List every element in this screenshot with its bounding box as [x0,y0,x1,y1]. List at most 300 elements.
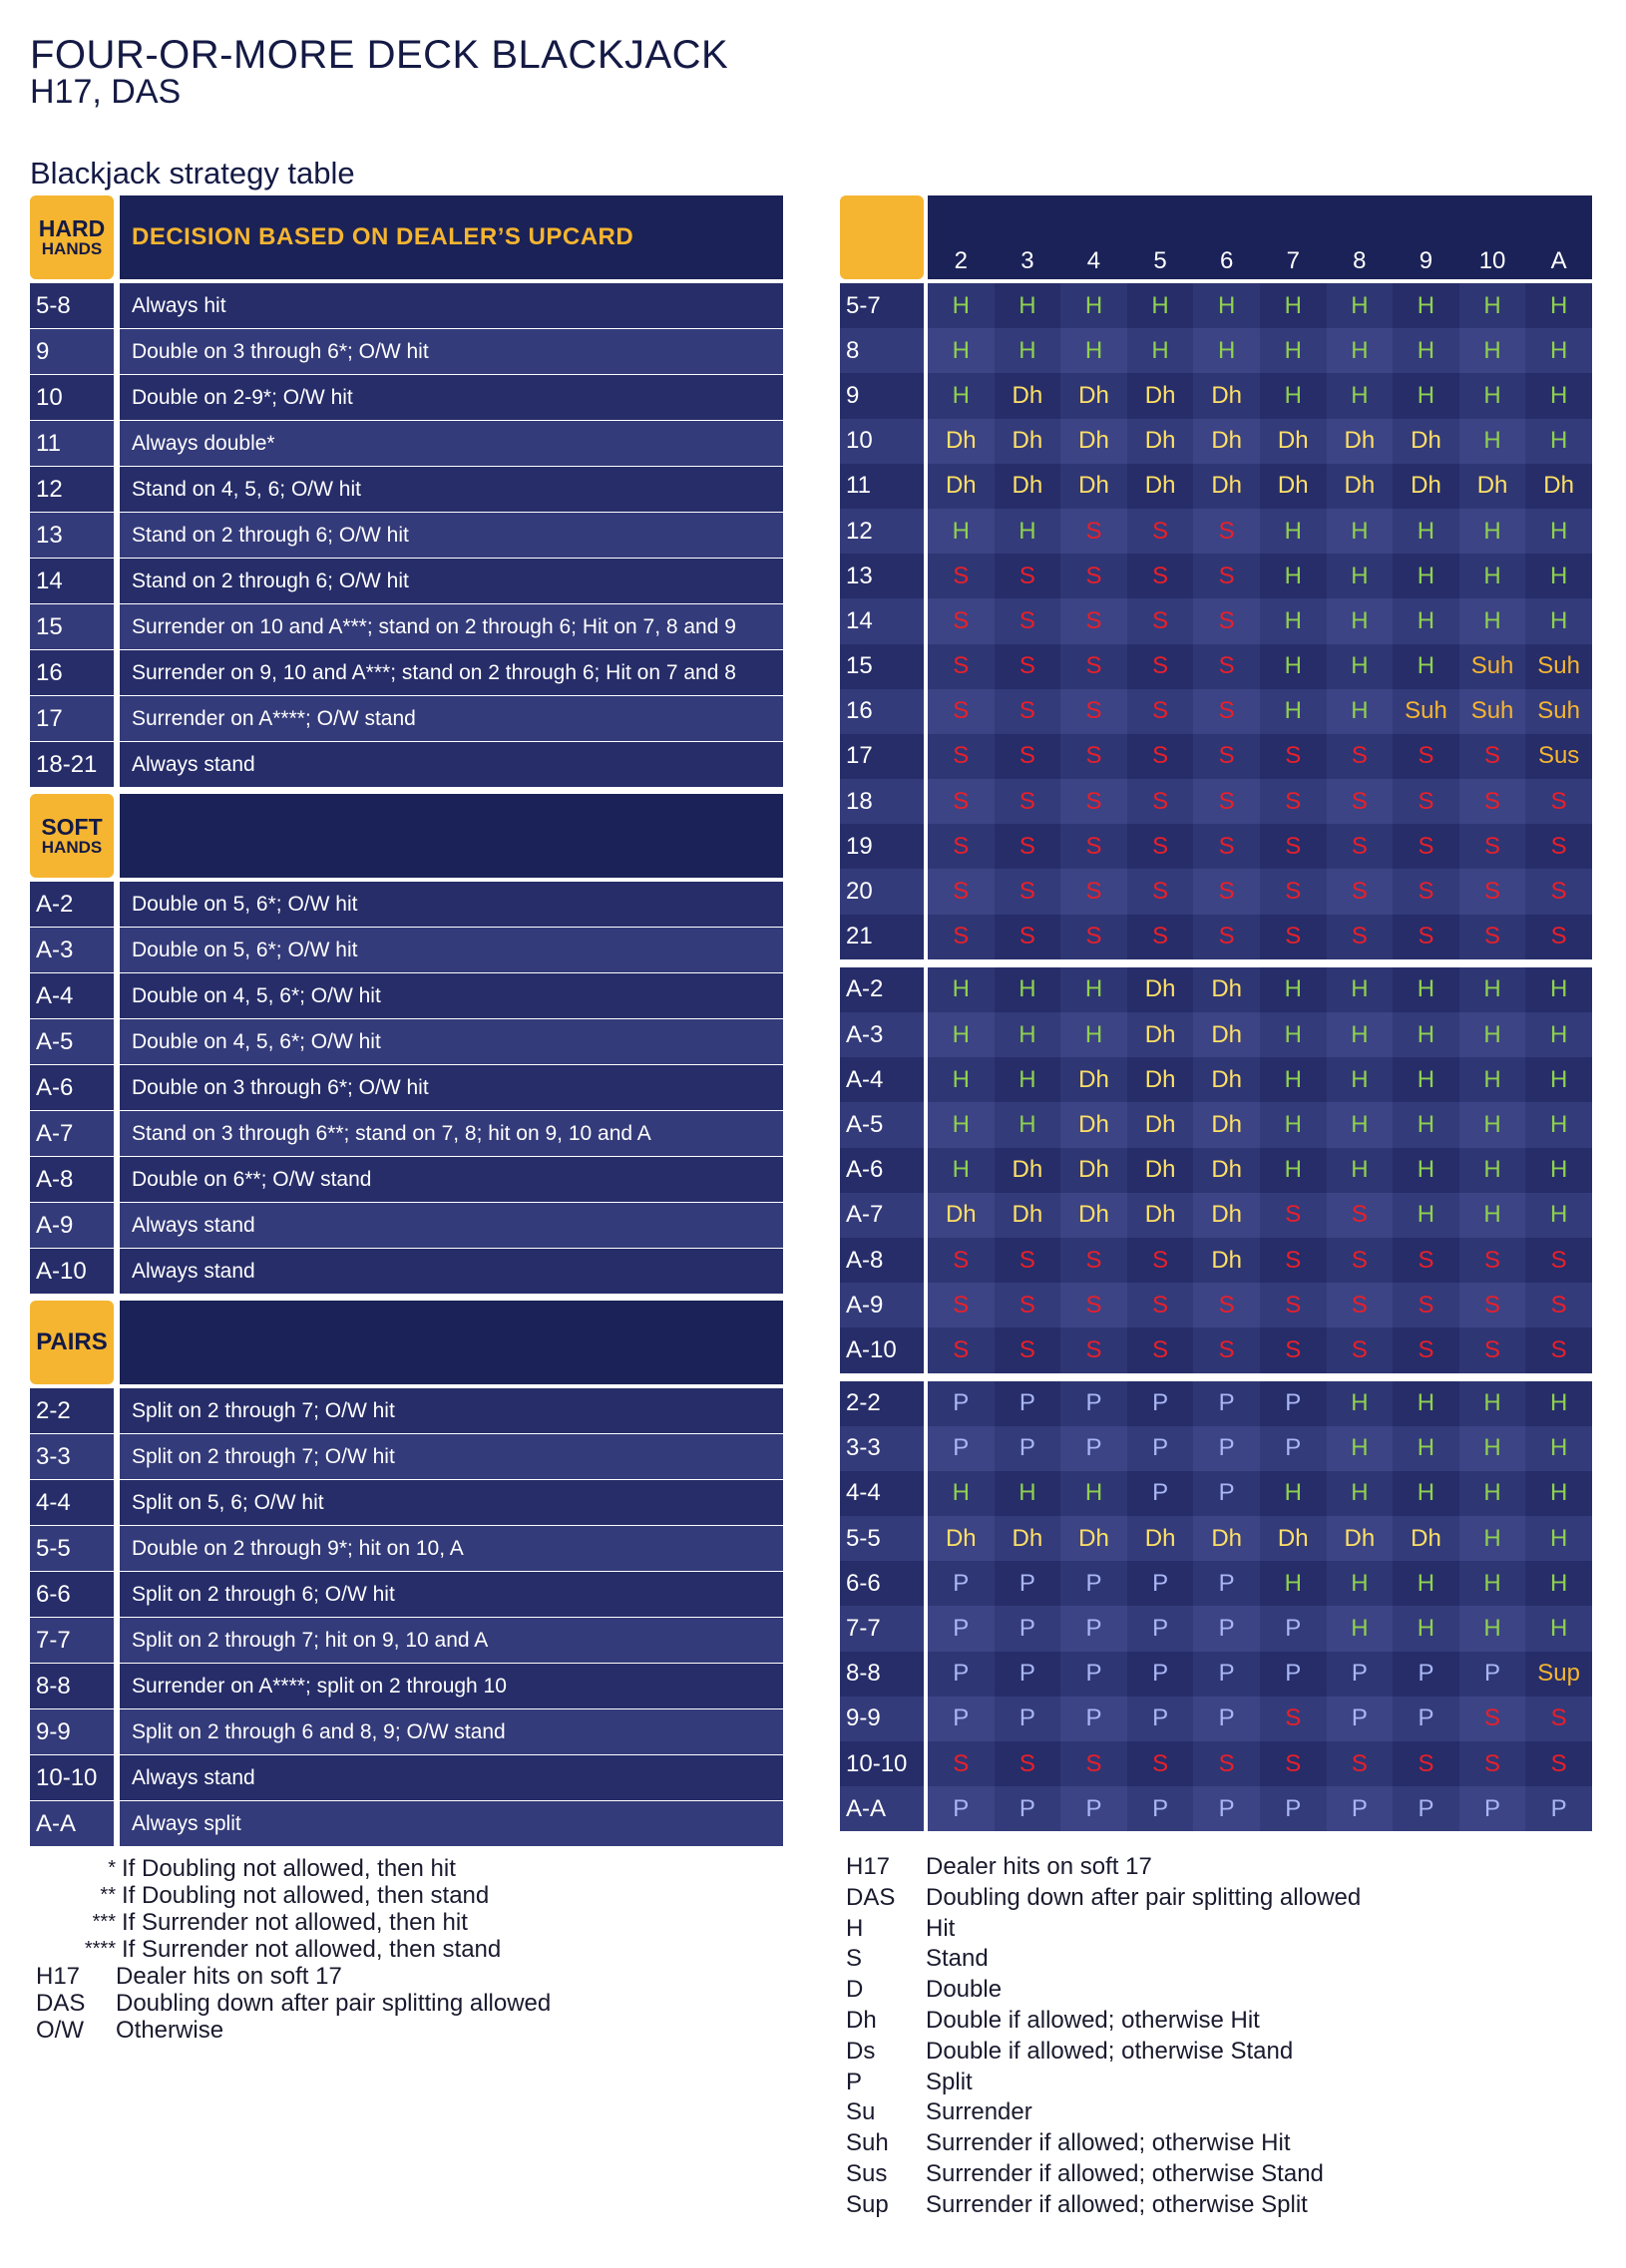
abbreviation-key: DAS [36,1990,86,2017]
strategy-cell: P [1393,1697,1459,1741]
upcard-label: 5 [1153,247,1167,274]
grid-row [840,554,1592,598]
table-row [30,604,783,650]
hand-label: 9-9 [30,1709,114,1754]
strategy-cell: Dh [1193,1193,1260,1238]
strategy-cell: H [1327,1561,1394,1606]
strategy-cell: S [928,1283,995,1327]
legend-key: Sup [846,2190,889,2218]
strategy-cell: H [1327,644,1394,689]
legend-item [846,2128,1361,2159]
legend-value: Double [926,1976,1003,2004]
hand-label: 19 [840,824,924,869]
strategy-cell: P [1127,1606,1194,1651]
strategy-cell: Dh [1127,967,1194,1012]
strategy-cell: H [1393,1193,1459,1238]
hand-label: A-4 [30,973,114,1018]
strategy-cell: S [1127,509,1194,554]
grid-row [840,373,1592,418]
strategy-cell: H [1525,1471,1592,1516]
legend-key: S [846,1945,863,1973]
hand-label: A-7 [840,1193,924,1238]
grid-row [840,419,1592,464]
footnote [36,1855,551,1882]
strategy-cell: P [1193,1786,1260,1831]
strategy-cell: H [995,967,1061,1012]
hand-label: A-10 [30,1249,114,1294]
grid-row [840,1381,1592,1426]
hand-label: A-3 [840,1012,924,1057]
strategy-cell: H [1393,1561,1459,1606]
strategy-description: Always stand [120,1203,783,1248]
strategy-cell: S [1393,734,1459,779]
strategy-description: Stand on 4, 5, 6; O/W hit [120,467,783,512]
strategy-cell: Dh [928,464,995,509]
strategy-cell: S [1060,1283,1127,1327]
abbreviation-key: H17 [36,1963,81,1990]
strategy-description-table [30,195,783,1853]
section-badge-title: PAIRS [36,1328,108,1355]
group-gap [840,959,1592,967]
table-row [30,1065,783,1111]
strategy-description: Always stand [120,1755,783,1800]
upcard-label: 8 [1353,247,1367,274]
strategy-cell: P [1525,1786,1592,1831]
hand-label: 14 [30,559,114,603]
strategy-cell: H [1459,1381,1526,1426]
footnote-mark: ** [100,1884,116,1906]
strategy-cell: S [1525,915,1592,959]
strategy-cell: S [1393,824,1459,869]
strategy-cell: Dh [1060,1102,1127,1147]
abbreviation [36,1990,551,2017]
strategy-cell: H [1525,1102,1592,1147]
strategy-cell: H [928,328,995,373]
strategy-cell: S [1393,1327,1459,1372]
legend-key: Sus [846,2159,888,2187]
strategy-cell: H [1525,373,1592,418]
strategy-cell: S [1459,1741,1526,1786]
strategy-description: Always hit [120,283,783,328]
upcard-label: 2 [954,247,968,274]
strategy-cell: Dh [995,464,1061,509]
hand-label: 21 [840,915,924,959]
legend-key: Dh [846,2006,877,2034]
strategy-cell: Dh [1193,1238,1260,1283]
strategy-cell: S [1525,1741,1592,1786]
strategy-cell: H [1393,1606,1459,1651]
strategy-cell: S [995,734,1061,779]
hand-label: 8 [840,328,924,373]
strategy-cell: S [995,1741,1061,1786]
strategy-cell: Dh [1127,1012,1194,1057]
strategy-cell: H [928,1057,995,1102]
strategy-cell: P [1260,1381,1327,1426]
strategy-cell: S [1193,644,1260,689]
grid-row [840,1283,1592,1327]
upcard-label: 6 [1219,247,1234,274]
strategy-cell: S [1060,734,1127,779]
strategy-cell: S [1459,1697,1526,1741]
hand-label: 10 [30,375,114,420]
strategy-cell: H [1393,373,1459,418]
strategy-cell: Dh [1193,1516,1260,1561]
table-row [30,329,783,375]
strategy-cell: H [1327,1102,1394,1147]
abbreviation-key: O/W [36,2017,84,2044]
grid-row [840,1606,1592,1651]
hand-label: 15 [30,604,114,649]
section-header-bar [120,1301,783,1384]
strategy-description: Always split [120,1801,783,1846]
hand-label: 8-8 [30,1664,114,1708]
strategy-cell: P [995,1606,1061,1651]
strategy-cell: Dh [1393,1516,1459,1561]
strategy-grid-table [840,195,1592,1831]
footnote-mark: * [108,1857,116,1879]
table-row [30,1526,783,1572]
grid-row [840,1102,1592,1147]
hand-label: 18 [840,779,924,824]
strategy-cell: H [1260,554,1327,598]
strategy-cell: H [1525,1381,1592,1426]
strategy-cell: P [1127,1381,1194,1426]
hand-label: 4-4 [840,1471,924,1516]
strategy-cell: H [928,283,995,328]
strategy-cell: P [1127,1471,1194,1516]
strategy-cell: S [1525,1283,1592,1327]
strategy-cell: S [1060,1741,1127,1786]
strategy-cell: H [928,1148,995,1193]
strategy-cell: S [995,554,1061,598]
strategy-cell: S [1060,1238,1127,1283]
legend-item [846,2159,1361,2190]
grid-header [840,195,1592,283]
hand-label: 5-5 [30,1526,114,1571]
legend-value: Double if allowed; otherwise Hit [926,2006,1260,2034]
legend-item [846,1914,1361,1945]
table-row [30,513,783,559]
footnote-text: If Surrender not allowed, then stand [122,1936,502,1963]
strategy-cell: H [1525,419,1592,464]
strategy-cell: Dh [1060,373,1127,418]
upcard-label: 7 [1286,247,1300,274]
strategy-cell: P [1060,1786,1127,1831]
table-row [30,1709,783,1755]
strategy-cell: S [1393,1741,1459,1786]
hand-label: 14 [840,598,924,643]
hand-label: 18-21 [30,742,114,787]
strategy-cell: S [995,689,1061,734]
strategy-cell: S [1459,734,1526,779]
strategy-cell: P [1260,1652,1327,1697]
legend-key: DAS [846,1883,896,1911]
strategy-cell: H [1525,283,1592,328]
strategy-cell: Dh [928,419,995,464]
section-header-bar [120,794,783,878]
grid-row [840,1786,1592,1831]
hand-label: 13 [30,513,114,558]
strategy-cell: S [1060,509,1127,554]
strategy-description: Double on 2-9*; O/W hit [120,375,783,420]
upcard-label: 3 [1020,247,1034,274]
legend-value: Surrender if allowed; otherwise Split [926,2190,1308,2218]
grid-row [840,1238,1592,1283]
strategy-cell: S [1459,779,1526,824]
strategy-cell: H [1393,1102,1459,1147]
legend-item [846,2068,1361,2098]
strategy-cell: S [1260,1327,1327,1372]
table-row [30,1157,783,1203]
strategy-cell: H [995,1057,1061,1102]
strategy-cell: S [1060,689,1127,734]
grid-row [840,1193,1592,1238]
strategy-cell: Dh [1060,419,1127,464]
footnote [36,1936,551,1963]
strategy-cell: S [1127,869,1194,914]
strategy-cell: H [1327,283,1394,328]
strategy-cell: P [1193,1381,1260,1426]
strategy-cell: S [928,869,995,914]
table-row [30,1618,783,1664]
grid-row [840,328,1592,373]
strategy-cell: P [1127,1652,1194,1697]
strategy-cell: H [1459,554,1526,598]
strategy-cell: H [1327,373,1394,418]
strategy-description: Stand on 3 through 6**; stand on 7, 8; hit on 9, 10 and A [120,1111,783,1156]
hand-label: 20 [840,869,924,914]
strategy-cell: S [928,824,995,869]
strategy-description: Split on 2 through 7; O/W hit [120,1388,783,1433]
strategy-cell: S [1459,869,1526,914]
strategy-cell: H [1260,373,1327,418]
strategy-cell: H [995,1012,1061,1057]
footnote [36,1909,551,1936]
strategy-cell: H [1459,419,1526,464]
strategy-cell: H [1260,328,1327,373]
strategy-cell: P [928,1381,995,1426]
strategy-cell: Dh [1260,464,1327,509]
table-row [30,1111,783,1157]
grid-corner-badge [840,195,924,279]
strategy-cell: H [1260,1561,1327,1606]
legend [846,1852,1361,2221]
strategy-description: Surrender on A****; O/W stand [120,696,783,741]
hand-label: A-2 [30,882,114,927]
strategy-cell: H [1327,967,1394,1012]
strategy-cell: P [1393,1652,1459,1697]
section-badge [30,195,114,279]
strategy-cell: P [1060,1426,1127,1471]
strategy-cell: P [1193,1471,1260,1516]
abbreviation-value: Dealer hits on soft 17 [116,1963,342,1990]
grid-row [840,1327,1592,1372]
grid-row [840,734,1592,779]
table-row [30,1203,783,1249]
strategy-cell: S [1060,824,1127,869]
strategy-cell: S [1393,915,1459,959]
grid-row [840,509,1592,554]
legend-key: D [846,1976,864,2004]
strategy-cell: Suh [1525,689,1592,734]
strategy-cell: S [1060,598,1127,643]
strategy-cell: S [1193,1283,1260,1327]
legend-value: Surrender if allowed; otherwise Stand [926,2159,1324,2187]
section-badge-title: SOFT [41,813,103,840]
strategy-cell: S [928,689,995,734]
strategy-cell: S [1393,779,1459,824]
strategy-cell: Dh [1193,1102,1260,1147]
strategy-cell: H [1525,1561,1592,1606]
strategy-cell: S [1525,1327,1592,1372]
strategy-cell: H [1525,1193,1592,1238]
strategy-cell: H [1327,1381,1394,1426]
strategy-cell: H [1260,509,1327,554]
table-row [30,973,783,1019]
strategy-cell: S [1459,1283,1526,1327]
strategy-cell: S [1127,734,1194,779]
strategy-cell: Dh [1060,1148,1127,1193]
strategy-cell: Suh [1459,689,1526,734]
hand-label: 7-7 [30,1618,114,1663]
strategy-cell: S [1127,1741,1194,1786]
table-row [30,1019,783,1065]
strategy-cell: H [1260,967,1327,1012]
strategy-cell: H [1459,1561,1526,1606]
strategy-cell: H [1393,1012,1459,1057]
strategy-cell: S [1459,1238,1526,1283]
table-row [30,1801,783,1847]
strategy-cell: H [1060,1012,1127,1057]
strategy-cell: P [1193,1606,1260,1651]
strategy-cell: Dh [1525,464,1592,509]
strategy-cell: Dh [1193,1057,1260,1102]
strategy-cell: S [928,554,995,598]
strategy-cell: H [1327,554,1394,598]
strategy-cell: S [1459,1327,1526,1372]
strategy-cell: S [1260,1697,1327,1741]
strategy-description: Surrender on 9, 10 and A***; stand on 2 through 6; Hit on 7 and 8 [120,650,783,695]
strategy-cell: S [1127,689,1194,734]
hand-label: 10 [840,419,924,464]
strategy-cell: S [1193,509,1260,554]
strategy-cell: S [1525,779,1592,824]
strategy-cell: Dh [1327,464,1394,509]
strategy-cell: S [1127,915,1194,959]
strategy-description: Double on 2 through 9*; hit on 10, A [120,1526,783,1571]
legend-value: Surrender if allowed; otherwise Hit [926,2129,1291,2157]
strategy-cell: P [1260,1786,1327,1831]
strategy-cell: H [1393,328,1459,373]
strategy-cell: Dh [1060,1516,1127,1561]
strategy-cell: H [995,509,1061,554]
strategy-cell: Suh [1525,644,1592,689]
strategy-cell: S [1127,554,1194,598]
strategy-cell: Dh [995,1148,1061,1193]
strategy-cell: H [1525,1426,1592,1471]
strategy-cell: S [1193,689,1260,734]
legend-value: Dealer hits on soft 17 [926,1853,1152,1880]
strategy-cell: S [1327,869,1394,914]
grid-row [840,869,1592,914]
strategy-cell: P [1459,1786,1526,1831]
strategy-cell: H [1193,283,1260,328]
strategy-cell: Suh [1393,689,1459,734]
strategy-cell: S [1193,598,1260,643]
strategy-cell: S [995,1327,1061,1372]
strategy-cell: S [928,734,995,779]
strategy-cell: Dh [995,373,1061,418]
strategy-description: Stand on 2 through 6; O/W hit [120,513,783,558]
grid-row [840,1741,1592,1786]
legend-item [846,2097,1361,2128]
strategy-cell: P [928,1697,995,1741]
strategy-cell: S [1525,1697,1592,1741]
strategy-cell: H [1393,283,1459,328]
grid-row [840,1471,1592,1516]
strategy-cell: H [1459,1606,1526,1651]
strategy-cell: H [1525,554,1592,598]
strategy-cell: H [1060,1471,1127,1516]
strategy-cell: P [928,1606,995,1651]
hand-label: A-6 [840,1148,924,1193]
strategy-cell: P [995,1652,1061,1697]
strategy-cell: Dh [995,1193,1061,1238]
strategy-cell: S [1193,824,1260,869]
section-header-bar: DECISION BASED ON DEALER’S UPCARD [120,195,783,279]
grid-row [840,1057,1592,1102]
grid-row [840,1426,1592,1471]
strategy-cell: S [1327,779,1394,824]
grid-row [840,967,1592,1012]
strategy-cell: H [1260,1102,1327,1147]
strategy-description: Double on 4, 5, 6*; O/W hit [120,973,783,1018]
strategy-description: Split on 5, 6; O/W hit [120,1480,783,1525]
hand-label: 8-8 [840,1652,924,1697]
strategy-cell: S [1193,554,1260,598]
strategy-cell: S [1327,824,1394,869]
strategy-cell: Dh [1127,1148,1194,1193]
legend-item [846,1944,1361,1975]
strategy-cell: S [1260,1741,1327,1786]
legend-key: Su [846,2098,876,2126]
strategy-cell: P [1327,1652,1394,1697]
strategy-cell: P [1327,1697,1394,1741]
strategy-cell: Dh [1193,1148,1260,1193]
strategy-description: Stand on 2 through 6; O/W hit [120,559,783,603]
strategy-description: Always stand [120,1249,783,1294]
legend-item [846,2006,1361,2037]
hand-label: 17 [840,734,924,779]
grid-row [840,915,1592,959]
strategy-cell: H [1260,1012,1327,1057]
strategy-cell: H [1525,1516,1592,1561]
table-row [30,1388,783,1434]
grid-row [840,464,1592,509]
strategy-cell: Dh [1127,1193,1194,1238]
grid-row [840,598,1592,643]
strategy-cell: Dh [1127,1057,1194,1102]
strategy-cell: Dh [1260,419,1327,464]
hand-label: 5-5 [840,1516,924,1561]
strategy-cell: S [1327,1193,1394,1238]
strategy-cell: H [1127,328,1194,373]
strategy-cell: Dh [1193,1012,1260,1057]
strategy-cell: P [928,1561,995,1606]
table-row [30,928,783,973]
grid-row [840,1516,1592,1561]
abbreviation-value: Otherwise [116,2017,224,2044]
